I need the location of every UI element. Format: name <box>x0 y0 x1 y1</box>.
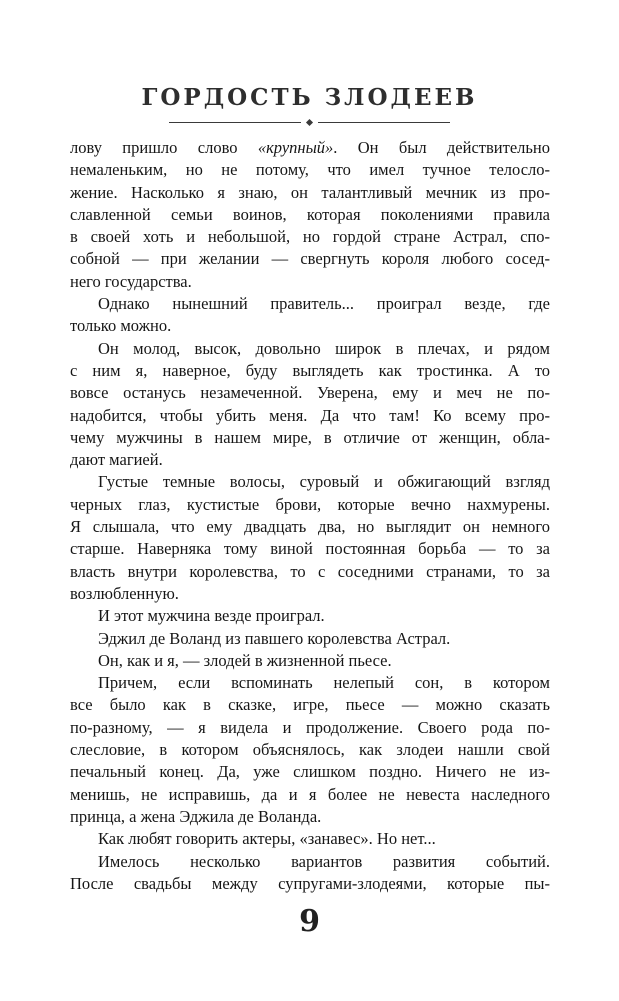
text-line <box>70 137 550 159</box>
text-line: Как любят говорить актеры, «занавес». Но нет... <box>98 829 436 849</box>
text-segment: лову пришло слово <box>70 138 258 157</box>
text-line: Он, как и я, — злодей в жизненной пьесе. <box>98 650 392 670</box>
text-line: И этот мужчина везде проиграл. <box>98 606 325 626</box>
text-line: Густые темные волосы, суровый и обжигающий взгляд <box>98 472 550 492</box>
text-line: вовсе останусь незамеченной. Уверена, ему и меч не по- <box>70 383 550 403</box>
text-line: Эджил де Воланд из павшего королевства Астрал. <box>98 628 451 648</box>
text-line: старше. Наверняка тому виной постоянная борьба — то за <box>70 539 550 559</box>
text-line: печальный конец. Да, уже слишком поздно. Ничего не из- <box>70 762 550 782</box>
italic-text: «крупный» <box>257 138 334 157</box>
text-line: черных глаз, кустистые брови, которые вечно нахмурены. <box>70 494 550 514</box>
text-line: надобится, чтобы убить меня. Да что там! Ко всему про- <box>70 405 550 425</box>
text-line: слесловие, в котором объяснялось, как злодеи нашли свой <box>70 740 550 760</box>
text-line: все было как в сказке, игре, пьесе — можно сказать <box>70 695 550 715</box>
text-line: чему мужчины в нашем мире, в отличие от женщин, обла- <box>70 427 550 447</box>
text-line: в своей хоть и небольшой, но гордой стране Астрал, спо- <box>70 227 550 247</box>
text-line: немаленьким, но не потому, что имел тучное телосло- <box>70 160 550 180</box>
ornament-diamond-icon <box>306 119 313 126</box>
text-line: Однако нынешний правитель... проиграл везде, где <box>98 294 550 314</box>
text-line: Я слышала, что ему двадцать два, но выглядит он немного <box>70 517 550 537</box>
text-line: Причем, если вспоминать нелепый сон, в котором <box>98 673 550 693</box>
text-line: Имелось несколько вариантов развития событий. <box>98 851 550 871</box>
text-line: власть внутри королевства, то с соседними странами, то за <box>70 561 550 581</box>
page-number: 9 <box>299 904 320 939</box>
ornament-line-right <box>318 122 450 123</box>
page-body-text <box>70 137 550 895</box>
text-line: него государства. <box>70 271 192 291</box>
chapter-title: ГОРДОСТЬ ЗЛОДЕЕВ <box>141 84 478 111</box>
text-line: возлюбленную. <box>70 583 179 603</box>
text-line: только можно. <box>70 316 172 336</box>
running-header <box>0 84 619 125</box>
text-line: жение. Насколько я знаю, он талантливый мечник из про- <box>70 182 550 202</box>
text-line: дают магией. <box>70 450 163 470</box>
text-line: славленной семьи воинов, которая поколениями правила <box>70 204 550 224</box>
text-line: по-разному, — я видела и продолжение. Своего рода по- <box>70 717 550 737</box>
text-line: После свадьбы между супругами-злодеями, которые пы- <box>70 873 550 893</box>
text-line: менишь, не исправишь, да и я более не невеста наследного <box>70 784 550 804</box>
text-segment: . Он был действительно <box>333 138 550 157</box>
text-line: собной — при желании — свергнуть короля любого сосед- <box>70 249 550 269</box>
page-footer <box>0 904 619 939</box>
text-line: Он молод, высок, довольно широк в плечах, и рядом <box>98 338 550 358</box>
text-line: принца, а жена Эджила де Воланда. <box>70 806 322 826</box>
ornament-line-left <box>169 122 301 123</box>
text-line: с ним я, наверное, буду выглядеть как тростинка. А то <box>70 360 550 380</box>
header-ornament-divider <box>0 120 619 125</box>
